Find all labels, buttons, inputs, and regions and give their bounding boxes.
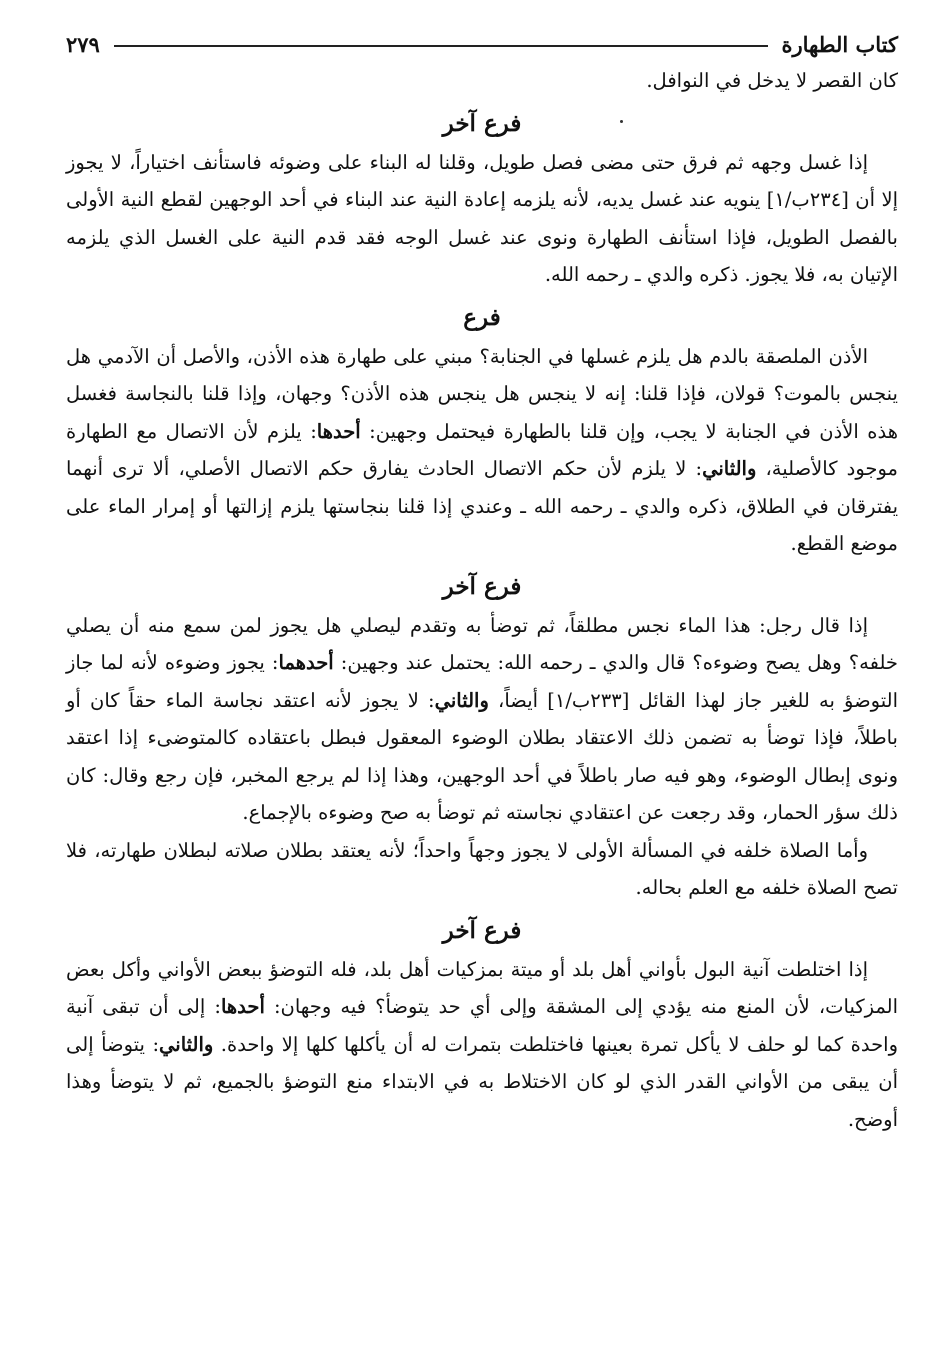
header-rule (114, 45, 768, 47)
text-span: : لا يجوز لأنه اعتقد نجاسة الماء حقاً كان أو باطلاً، فإذا توضأ به تضمن ذلك الاعتقاد بطلان الوضوء المعقول فبطل باعتقاده كالمتوضىء إذا اعتقد ونوى إبطال الوضوء، وهو فيه صار باطلاً في أحد الوجهين، وهذا إذا لم يرجع المخبر، فإن رجع وقال: كان ذلك سؤر الحمار، وقد رجعت عن اعتقادي نجاسته ثم توضأ به صح وضوءه بالإجماع. (66, 688, 898, 824)
section-heading: فرع آخر (442, 109, 522, 137)
section-heading: فرع آخر (442, 916, 522, 944)
paragraph: كان القصر لا يدخل في النوافل. (646, 69, 898, 92)
running-header (66, 26, 898, 62)
header-title: كتاب الطهارة (781, 31, 898, 57)
text-span: : لا يلزم لأن حكم الاتصال الحادث يفارق حكم الاتصال الأصلي، ألا ترى أنهما يفترقان في الطلاق، ذكره والدي ـ رحمه الله ـ وعندي إذا قلنا بنجاستها يلزم إزالتها أو إمرار الماء على موضع القطع. (66, 457, 898, 555)
paragraph (66, 607, 898, 832)
paragraph (66, 338, 898, 563)
bold-keyword: أحدها (316, 419, 361, 443)
text-span: إذا قال رجل: هذا الماء نجس مطلقاً، ثم توضأ به وتقدم ليصلي هل يجوز لمن سمع منه أن يصلي خلفه؟ وهل يصح وضوءه؟ قال والدي ـ رحمه الله: يحتمل عند وجهين: (66, 613, 898, 674)
bold-keyword: أحدها (220, 995, 265, 1018)
text-span: : إلى أن تبقى آنية واحدة كما لو حلف لا يأكل تمرة بعينها فاختلطت بتمرات له أن يأكلها كلها إلا واحدة. (66, 995, 898, 1056)
text-span: الأذن الملصقة بالدم هل يلزم غسلها في الجنابة؟ مبني على طهارة هذه الأذن، والأصل أن الآدمي هل ينجس بالموت؟ قولان، فإذا قلنا: إنه لا ينجس هل ينجس هذه الأذن؟ وجهان، وإذا قلنا بالنجاسة فغسل هذه الأذن في الجنابة لا يجب، وإن قلنا بالطهارة فيحتمل وجهين: (66, 344, 898, 443)
text-span: إذا اختلطت آنية البول بأواني أهل بلد أو ميتة بمزكيات أهل بلد، فله التوضؤ ببعض الأواني وأكل بعض المزكيات، لأن المنع منه يؤدي إلى المشقة وإلى أي حد يتوضأ؟ فيه وجهان: (66, 957, 899, 1018)
bold-keyword: والثاني (159, 1032, 214, 1056)
paragraph: وأما الصلاة خلفه في المسألة الأولى لا يجوز وجهاً واحداً؛ لأنه يعتقد بطلان صلاته لبطلان طهارته، فلا تصح الصلاة خلفه مع العلم بحاله. (66, 838, 898, 899)
text-span: : يتوضأ إلى أن يبقى من الأواني القدر الذي لو كان الاختلاط به في الابتداء منع التوضؤ بالجميع، ثم لا يتوضأ وهذا أوضح. (66, 1032, 898, 1131)
page-number: ٢٧٩ (66, 31, 100, 57)
paragraph (66, 951, 898, 1139)
bold-keyword: والثاني (702, 457, 757, 480)
bold-keyword: والثاني (434, 688, 489, 712)
book-page (66, 26, 898, 1138)
page-body (66, 62, 898, 1138)
section-heading: فرع آخر (442, 572, 522, 600)
text-span: : يجوز وضوءه لأنه لما جاز التوضؤ به للغير جاز لهذا القائل [٢٣٣ب/١] أيضاً، (66, 651, 898, 712)
section-heading: فرع (463, 303, 501, 331)
print-speck (620, 120, 623, 123)
bold-keyword: أحدهما (278, 651, 334, 674)
text-span: : يلزم لأن الاتصال مع الطهارة موجود كالأصلية، (66, 419, 898, 480)
paragraph: إذا غسل وجهه ثم فرق حتى مضى فصل طويل، وقلنا له البناء على وضوئه فاستأنف اختياراً، لا يجوز إلا أن [٢٣٤ب/١] ينويه عند غسل يديه، لأنه يلزمه إعادة النية عند البناء في أحد الوجهين لقطع النية الأولى بالفصل الطويل، فإذا استأنف الطهارة ونوى عند غسل الوجه فقد قدم النية على الغسل الذي يلزمه الإتيان به، فلا يجوز. ذكره والدي ـ رحمه الله. (66, 150, 898, 286)
